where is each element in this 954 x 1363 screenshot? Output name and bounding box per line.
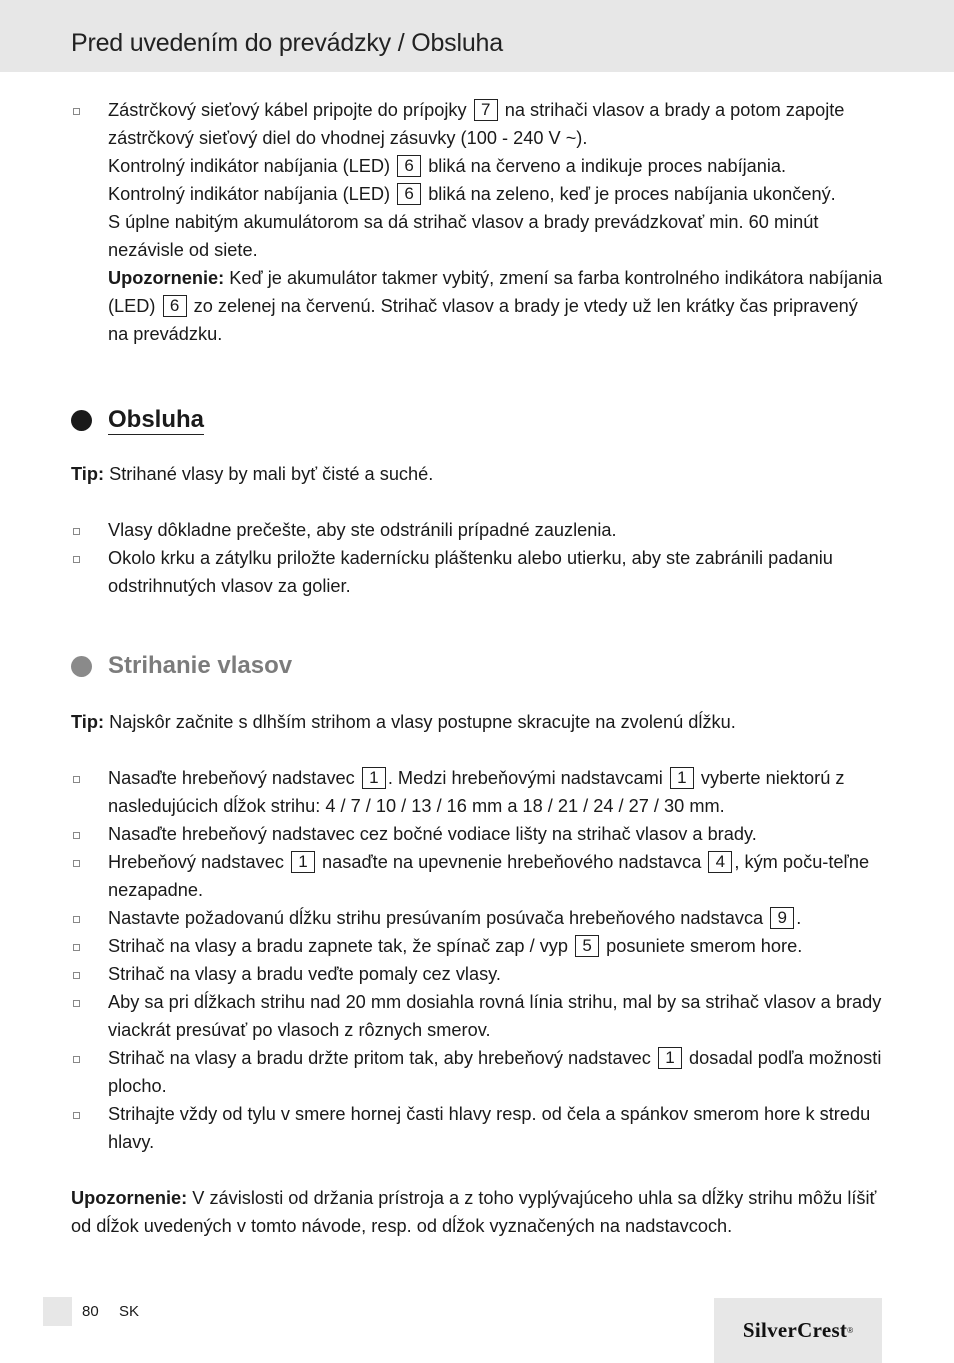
list-item: Strihač na vlasy a bradu veďte pomaly cez vlasy. [71, 960, 883, 988]
bullet-dot-icon [71, 410, 92, 431]
list-item: Strihač na vlasy a bradu zapnete tak, že spínač zap / vyp 5 posuniete smerom hore. [71, 932, 883, 960]
list-item: Vlasy dôkladne prečešte, aby ste odstránili prípadné zauzlenia. [71, 516, 883, 544]
part-ref: 1 [291, 851, 315, 873]
intro-list [71, 96, 883, 348]
part-ref: 1 [658, 1047, 682, 1069]
list-item: Strihač na vlasy a bradu držte pritom tak, aby hrebeňový nadstavec 1 dosadal podľa možnosti plocho. [71, 1044, 883, 1100]
section-heading-obsluha: Obsluha [71, 404, 204, 436]
list-item: Nasaďte hrebeňový nadstavec 1 . Medzi hrebeňovými nadstavcami 1 vyberte niektorú z nasledujúcich dĺžok strihu: 4 / 7 / 10 / 13 / 16 mm a 18 / 21 / 24 / 27 / 30 mm. [71, 764, 883, 820]
section-heading-strihanie: Strihanie vlasov [71, 650, 883, 682]
note: Upozornenie: V závislosti od držania prístroja a z toho vyplývajúceho uhla sa dĺžky strihu môžu líšiť od dĺžok uvedených v tomto návode, resp. od dĺžok vyznačených na nadstavcoch. [71, 1188, 877, 1236]
part-ref: 6 [397, 155, 421, 177]
list-item: Aby sa pri dĺžkach strihu nad 20 mm dosiahla rovná línia strihu, mal by sa strihač vlasov a brady viackrát presúvať po vlasoch z rôznych smerov. [71, 988, 883, 1044]
bullet-dot-icon [71, 656, 92, 677]
part-ref: 5 [575, 935, 599, 957]
content [71, 96, 883, 1240]
part-ref: 1 [362, 767, 386, 789]
list-item: Okolo krku a zátylku priložte kadernícku pláštenku alebo utierku, aby ste zabránili padaniu odstrihnutých vlasov za golier. [71, 544, 883, 600]
list-item: Strihajte vždy od tylu v smere hornej časti hlavy resp. od čela a spánkov smerom hore k stredu hlavy. [71, 1100, 883, 1156]
language-code: SK [119, 1303, 140, 1320]
note-label: Upozornenie: [71, 1188, 188, 1208]
page-number: 80 [82, 1303, 99, 1320]
part-ref: 6 [397, 183, 421, 205]
obsluha-list [71, 516, 883, 600]
tip: Tip: Najskôr začnite s dlhším strihom a vlasy postupne skracujte na zvolenú dĺžku. [71, 712, 736, 732]
registered-mark: ® [847, 1326, 854, 1335]
tip: Tip: Strihané vlasy by mali byť čisté a suché. [71, 464, 434, 484]
part-ref: 9 [770, 907, 794, 929]
part-ref: 4 [708, 851, 732, 873]
footer-marker [43, 1297, 72, 1326]
list-item: Zástrčkový sieťový kábel pripojte do prípojky 7 na strihači vlasov a brady a potom zapojte zástrčkový sieťový diel do vhodnej zásuvky (100 - 240 V ~). Kontrolný indikátor nabíjania (LED) 6 bliká na červeno a indikuje proces nabíjania. Kontrolný indikátor nabíjania (LED) 6 bliká na zeleno, keď je proces nabíjania ukončený. S úplne nabitým akumulátorom sa dá strihač vlasov a brady prevádzkovať min. 60 minút nezávisle od siete. Upozornenie: Keď je akumulátor takmer vybitý, zmení sa farba kontrolného indikátora nabíjania (LED) 6 zo zelenej na červenú. Strihač vlasov a brady je vtedy už len krátky čas pripravený na prevádzku. [71, 96, 883, 348]
list-item: Nasaďte hrebeňový nadstavec cez bočné vodiace lišty na strihač vlasov a brady. [71, 820, 883, 848]
list-item: Nastavte požadovanú dĺžku strihu presúvaním posúvača hrebeňového nadstavca 9 . [71, 904, 883, 932]
note-label: Upozornenie: [108, 268, 225, 288]
page-title: Pred uvedením do prevádzky / Obsluha [71, 29, 503, 57]
logo-text: SilverCrest [742, 1318, 848, 1342]
brand-logo [714, 1298, 882, 1363]
part-ref: 1 [670, 767, 694, 789]
strihanie-list [71, 764, 883, 1156]
part-ref: 7 [474, 99, 498, 121]
part-ref: 6 [163, 295, 187, 317]
list-item: Hrebeňový nadstavec 1 nasaďte na upevnenie hrebeňového nadstavca 4 , kým poču-teľne nezapadne. [71, 848, 883, 904]
